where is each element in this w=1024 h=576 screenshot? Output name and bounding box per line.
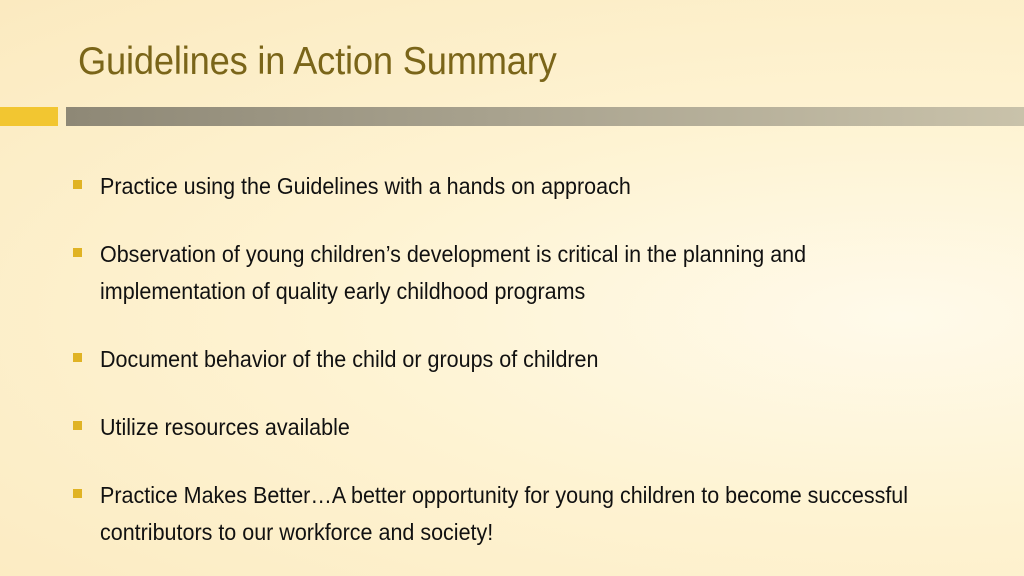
- bullet-list: [73, 168, 973, 576]
- square-bullet-icon: [73, 489, 82, 498]
- bullet-text: Practice Makes Better…A better opportunity for young children to become successful contributors to our workforce and society!: [100, 482, 909, 545]
- square-bullet-icon: [73, 180, 82, 189]
- bullet-item: [73, 236, 973, 310]
- square-bullet-icon: [73, 248, 82, 257]
- bullet-text: Document behavior of the child or groups of children: [100, 346, 599, 372]
- bullet-text: Practice using the Guidelines with a hands on approach: [100, 173, 631, 199]
- title-accent-bar: [0, 107, 58, 126]
- square-bullet-icon: [73, 353, 82, 362]
- title-divider-bar: [66, 107, 1024, 126]
- bullet-item: [73, 409, 973, 446]
- bullet-text: Utilize resources available: [100, 414, 350, 440]
- bullet-item: [73, 341, 973, 378]
- bullet-text: Observation of young children’s development is critical in the planning and implementation of quality early childhood programs: [100, 241, 807, 304]
- bullet-item: [73, 168, 973, 205]
- bullet-item: [73, 477, 973, 551]
- slide-title: Guidelines in Action Summary: [78, 40, 557, 83]
- square-bullet-icon: [73, 421, 82, 430]
